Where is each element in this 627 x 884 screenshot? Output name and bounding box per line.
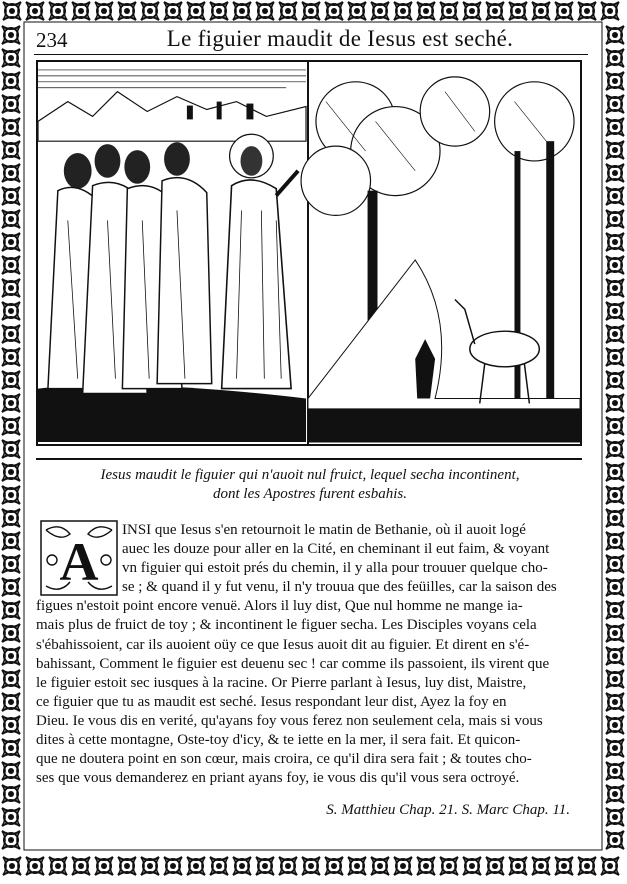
scripture-reference: S. Matthieu Chap. 21. S. Marc Chap. 11.: [326, 802, 570, 818]
body-line: dites à cette montagne, Oste-toy d'icy, & te iette en la mer, il sera fait. Et quicon-: [36, 732, 521, 749]
title-rule: [34, 54, 588, 55]
body-line: vn figuier qui estoit prés du chemin, il y alla pour trouuer quelque cho-: [122, 560, 548, 577]
page-number: 234: [36, 28, 68, 52]
body-line: auec les douze pour aller en la Cité, en cheminant il eut faim, & voyant: [122, 541, 550, 558]
body-line: s'ébahissoient, car ils auoient oüy ce que Iesus auoit dit au figuier. Et dirent en s'é-: [36, 636, 530, 653]
illustration-caption: [60, 466, 560, 504]
page-title: Le figuier maudit de Iesus est seché.: [166, 26, 514, 51]
body-line: INSI que Iesus s'en retournoit le matin de Bethanie, où il auoit logé: [122, 522, 526, 538]
body-line: bahissant, Comment le figuier est deuenu sec ! car comme ils passoient, ils virent que: [36, 655, 550, 672]
caption-line: dont les Apostres furent esbahis.: [212, 486, 408, 502]
drop-cap-letter: A: [59, 532, 99, 592]
caption-line: Iesus maudit le figuier qui n'auoit nul fruict, lequel secha incontinent,: [100, 467, 520, 483]
body-line: mais plus de fruict de toy ; & incontinent le figuer secha. Les Disciples voyans cela: [36, 617, 537, 634]
body-line: ce figuier que tu as maudit est seché. Iesus respondant leur dist, Ayez la foy en: [36, 693, 507, 710]
body-line: ses que vous demanderez en priant ayans foy, ie vous dis qu'il vous sera octroyé.: [36, 770, 520, 787]
woodcut-illustration: [36, 60, 582, 446]
caption-rule: [36, 458, 582, 460]
body-line: Dieu. Ie vous dis en verité, qu'ayans foy vous ferez non seulement cela, mais si vous: [36, 712, 543, 729]
body-line: figues n'estoit point encore venuë. Alors il luy dist, Que nul homme ne mange ia-: [36, 598, 523, 615]
body-line: se ; & quand il y fut venu, il n'y trouua que des feüilles, car la saison des: [122, 579, 557, 596]
body-line: que ne doutera point en son cœur, mais croira, ce qu'il dira sera fait ; & toutes cho-: [36, 751, 532, 768]
body-line: le figuier estoit sec iusques à la racine. Or Pierre parlant à Iesus, luy dist, Maistre,: [36, 674, 527, 691]
body-paragraph: [36, 521, 588, 788]
